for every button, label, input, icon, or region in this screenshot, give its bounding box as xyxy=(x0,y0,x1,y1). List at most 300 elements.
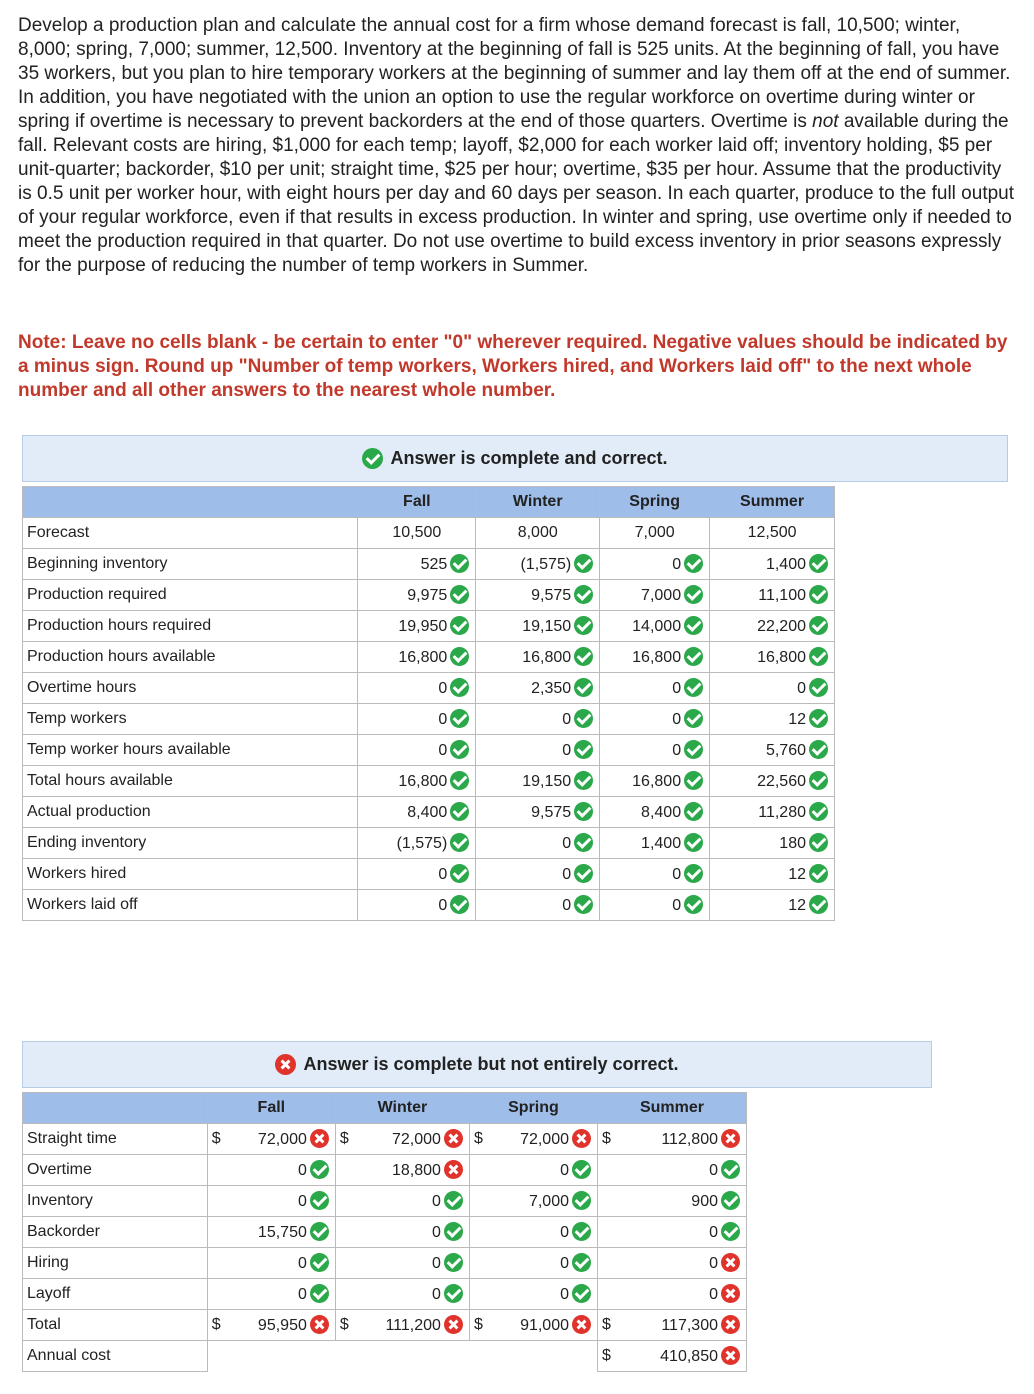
cell-value: 9,975 xyxy=(407,587,448,604)
cell-value: 22,560 xyxy=(757,773,806,790)
currency-symbol: $ xyxy=(207,1310,229,1341)
cell-value: 12 xyxy=(788,866,806,883)
row-label: Beginning inventory xyxy=(23,549,358,580)
plan-cell-winter[interactable] xyxy=(476,859,600,890)
check-circle-icon xyxy=(721,1222,740,1241)
check-circle-icon xyxy=(574,833,593,852)
plan-cell-summer[interactable] xyxy=(710,766,835,797)
check-circle-icon xyxy=(684,616,703,635)
cell-value: 7,000 xyxy=(641,587,682,604)
currency-symbol: $ xyxy=(469,1124,491,1155)
cell-value: 16,800 xyxy=(398,773,448,790)
row-label: Forecast xyxy=(23,518,358,549)
row-label: Overtime hours xyxy=(23,673,358,704)
check-circle-icon xyxy=(450,709,469,728)
cell-value: 0 xyxy=(560,1162,569,1179)
plan-cell-fall[interactable] xyxy=(358,549,476,580)
row-label: Production required xyxy=(23,580,358,611)
cell-value: 72,000 xyxy=(257,1131,307,1148)
currency-symbol xyxy=(335,1279,357,1310)
x-circle-icon xyxy=(444,1129,463,1148)
check-circle-icon xyxy=(310,1253,329,1272)
cell-value: 0 xyxy=(709,1255,718,1272)
row-label: Inventory xyxy=(23,1186,208,1217)
cost-cell-summer[interactable] xyxy=(620,1186,747,1217)
cell-value: 12 xyxy=(788,897,806,914)
cost-cell-winter[interactable] xyxy=(358,1248,470,1279)
plan-cell-spring[interactable] xyxy=(600,766,710,797)
check-circle-icon xyxy=(684,709,703,728)
currency-symbol xyxy=(335,1155,357,1186)
row-label: Temp workers xyxy=(23,704,358,735)
cell-value: 0 xyxy=(432,1255,441,1272)
cell-value: 0 xyxy=(562,866,572,883)
plan-cell-summer[interactable] xyxy=(710,642,835,673)
plan-column-fall: Fall xyxy=(358,487,476,518)
cost-cell-spring[interactable] xyxy=(492,1155,598,1186)
check-circle-icon xyxy=(684,585,703,604)
cell-value: 0 xyxy=(709,1162,718,1179)
cell-value: 1,400 xyxy=(641,835,682,852)
check-circle-icon xyxy=(574,771,593,790)
cost-cell-summer[interactable] xyxy=(620,1155,747,1186)
x-circle-icon xyxy=(572,1129,591,1148)
cost-cell-summer[interactable] xyxy=(620,1310,747,1341)
row-label: Straight time xyxy=(23,1124,208,1155)
plan-cell-summer[interactable] xyxy=(710,673,835,704)
x-circle-icon xyxy=(310,1315,329,1334)
plan-cell-winter[interactable] xyxy=(476,735,600,766)
cell-value: 0 xyxy=(562,835,572,852)
currency-symbol: $ xyxy=(469,1310,491,1341)
cell-value: 9,575 xyxy=(531,804,572,821)
plan-cell-spring[interactable] xyxy=(600,642,710,673)
plan-cell-spring xyxy=(600,518,710,549)
cell-value: 5,760 xyxy=(765,742,806,759)
plan-row-production-hours-available xyxy=(23,642,835,673)
plan-header-blank xyxy=(23,487,358,518)
plan-cell-spring[interactable] xyxy=(600,828,710,859)
cell-value: 16,800 xyxy=(398,649,448,666)
cell-value: 112,800 xyxy=(661,1131,718,1148)
cell-value: 900 xyxy=(691,1193,718,1210)
currency-symbol xyxy=(335,1248,357,1279)
row-label: Workers hired xyxy=(23,859,358,890)
check-circle-icon xyxy=(572,1160,591,1179)
plan-cell-fall[interactable] xyxy=(358,735,476,766)
check-circle-icon xyxy=(574,585,593,604)
cell-value: 0 xyxy=(672,866,682,883)
x-circle-icon xyxy=(721,1129,740,1148)
annual-cost-value[interactable] xyxy=(620,1341,747,1372)
row-label: Workers laid off xyxy=(23,890,358,921)
check-circle-icon xyxy=(574,616,593,635)
plan-cell-fall[interactable] xyxy=(358,642,476,673)
currency-symbol xyxy=(469,1217,491,1248)
check-circle-icon xyxy=(572,1222,591,1241)
row-label: Actual production xyxy=(23,797,358,828)
x-circle-icon xyxy=(721,1284,740,1303)
cost-row-hiring xyxy=(23,1248,747,1279)
plan-cell-summer[interactable] xyxy=(710,580,835,611)
currency-symbol: $ xyxy=(598,1124,620,1155)
currency-symbol xyxy=(335,1186,357,1217)
check-circle-icon xyxy=(809,585,828,604)
cell-value: 8,400 xyxy=(641,804,682,821)
cost-row-straight-time xyxy=(23,1124,747,1155)
x-circle-icon xyxy=(572,1315,591,1334)
check-circle-icon xyxy=(450,554,469,573)
check-circle-icon xyxy=(684,554,703,573)
cost-cell-summer[interactable] xyxy=(620,1279,747,1310)
x-circle-icon xyxy=(721,1253,740,1272)
check-circle-icon xyxy=(809,771,828,790)
cost-cell-winter[interactable] xyxy=(358,1124,470,1155)
plan-cell-winter xyxy=(476,518,600,549)
cost-row-layoff xyxy=(23,1279,747,1310)
check-circle-icon xyxy=(574,709,593,728)
check-circle-icon xyxy=(450,895,469,914)
check-circle-icon xyxy=(310,1284,329,1303)
row-label: Annual cost xyxy=(23,1341,208,1372)
currency-symbol: $ xyxy=(598,1341,620,1372)
problem-text: Develop a production plan and calculate the annual cost for a firm whose demand forecast is fall, 10,500; winter, 8,000; spring, 7,000; summer, 12,500. Inventory at the beginning of fall is 525 units. At the beginning of fall, you have 35 workers, but you plan to hire temporary workers at the beginning of summer and lay them off at the end of summer. In addition, you have negotiated with the union an option to use the regular workforce on overtime during winter or spring if overtime is necessary to prevent backorders at the end of those quarters. Overtime is not available during the fall. Relevant costs are hiring, $1,000 for each temp; layoff, $2,000 for each worker laid off; inventory holding, $5 per unit-quarter; backorder, $10 per unit; straight time, $25 per hour; overtime, $35 per hour. Assume that the productivity is 0.5 unit per worker hour, with eight hours per day and 60 days per season. In each quarter, produce to the full output of your regular workforce, even if that results in excess production. In winter and spring, use overtime only if needed to meet the production required in that quarter. Do not use overtime to build excess inventory in prior seasons expressly for the purpose of reducing the number of temp workers in Summer. xyxy=(18,15,1015,276)
plan-cell-winter[interactable] xyxy=(476,890,600,921)
check-circle-icon xyxy=(574,864,593,883)
plan-cell-spring[interactable] xyxy=(600,704,710,735)
cell-value: 11,100 xyxy=(758,587,806,604)
cost-cell-winter[interactable] xyxy=(358,1217,470,1248)
empty-cell xyxy=(335,1341,469,1372)
cost-cell-spring[interactable] xyxy=(492,1279,598,1310)
row-label: Ending inventory xyxy=(23,828,358,859)
cost-cell-spring[interactable] xyxy=(492,1186,598,1217)
problem-emphasis: not xyxy=(812,111,839,132)
plan-cell-summer[interactable] xyxy=(710,704,835,735)
cost-cell-fall[interactable] xyxy=(230,1279,336,1310)
plan-cell-spring[interactable] xyxy=(600,580,710,611)
x-circle-icon xyxy=(444,1160,463,1179)
plan-cell-fall[interactable] xyxy=(358,580,476,611)
plan-result-banner xyxy=(22,435,1008,482)
cell-value: (1,575) xyxy=(396,835,448,852)
cell-value: 12,500 xyxy=(747,524,797,541)
check-circle-icon xyxy=(809,647,828,666)
cell-value: 10,500 xyxy=(392,524,442,541)
row-label: Total hours available xyxy=(23,766,358,797)
plan-row-production-required xyxy=(23,580,835,611)
cell-value: 0 xyxy=(560,1224,569,1241)
currency-symbol: $ xyxy=(598,1310,620,1341)
plan-cell-summer[interactable] xyxy=(710,797,835,828)
check-circle-icon xyxy=(684,864,703,883)
cost-cell-fall[interactable] xyxy=(230,1186,336,1217)
cell-value: 9,575 xyxy=(531,587,572,604)
cell-value: 0 xyxy=(672,680,682,697)
plan-cell-winter[interactable] xyxy=(476,766,600,797)
problem-note: Note: Leave no cells blank - be certain to enter "0" wherever required. Negative values should be indicated by a minus sign. Round up "Number of temp workers, Workers hired, and Workers laid off" to the next whole number and all other answers to the nearest whole number. xyxy=(18,332,1008,401)
cost-cell-winter[interactable] xyxy=(358,1310,470,1341)
currency-symbol xyxy=(207,1217,229,1248)
check-circle-icon xyxy=(721,1160,740,1179)
plan-cell-spring[interactable] xyxy=(600,797,710,828)
cost-cell-fall[interactable] xyxy=(230,1217,336,1248)
cost-row-total xyxy=(23,1310,747,1341)
x-circle-icon xyxy=(444,1315,463,1334)
cell-value: 72,000 xyxy=(392,1131,441,1148)
check-circle-icon xyxy=(444,1222,463,1241)
cell-value: 7,000 xyxy=(634,524,675,541)
check-circle-icon xyxy=(450,647,469,666)
plan-cell-spring[interactable] xyxy=(600,735,710,766)
cell-value: (1,575) xyxy=(520,556,572,573)
cell-value: 0 xyxy=(297,1193,307,1210)
plan-cell-winter[interactable] xyxy=(476,704,600,735)
plan-row-temp-workers xyxy=(23,704,835,735)
plan-cell-winter[interactable] xyxy=(476,611,600,642)
check-circle-icon xyxy=(310,1191,329,1210)
plan-cell-spring[interactable] xyxy=(600,549,710,580)
check-circle-icon xyxy=(444,1284,463,1303)
check-circle-icon xyxy=(450,616,469,635)
cost-cell-spring[interactable] xyxy=(492,1310,598,1341)
check-circle-icon xyxy=(450,740,469,759)
check-circle-icon xyxy=(809,709,828,728)
check-circle-icon xyxy=(684,895,703,914)
check-circle-icon xyxy=(572,1191,591,1210)
check-circle-icon xyxy=(310,1222,329,1241)
cost-cell-fall[interactable] xyxy=(230,1248,336,1279)
check-circle-icon xyxy=(572,1284,591,1303)
check-circle-icon xyxy=(684,771,703,790)
plan-row-temp-worker-hours-available xyxy=(23,735,835,766)
check-circle-icon xyxy=(574,678,593,697)
cost-header-blank xyxy=(23,1093,208,1124)
check-circle-icon xyxy=(809,554,828,573)
cost-cell-fall[interactable] xyxy=(230,1310,336,1341)
plan-cell-summer[interactable] xyxy=(710,890,835,921)
check-circle-icon xyxy=(574,802,593,821)
plan-cell-fall xyxy=(358,518,476,549)
check-circle-icon xyxy=(450,864,469,883)
cell-value: 1,400 xyxy=(765,556,806,573)
cell-value: 525 xyxy=(420,556,448,573)
row-label: Production hours required xyxy=(23,611,358,642)
currency-symbol xyxy=(207,1155,229,1186)
cell-value: 19,150 xyxy=(522,773,572,790)
check-circle-icon xyxy=(450,771,469,790)
check-circle-icon xyxy=(809,833,828,852)
cost-column-spring: Spring xyxy=(469,1093,597,1124)
check-circle-icon xyxy=(450,585,469,604)
cost-cell-spring[interactable] xyxy=(492,1124,598,1155)
row-label: Overtime xyxy=(23,1155,208,1186)
plan-row-workers-hired xyxy=(23,859,835,890)
check-circle-icon xyxy=(450,678,469,697)
cell-value: 2,350 xyxy=(531,680,572,697)
empty-cell xyxy=(207,1341,335,1372)
check-circle-icon xyxy=(809,802,828,821)
cost-cell-summer[interactable] xyxy=(620,1124,747,1155)
cost-cell-spring[interactable] xyxy=(492,1217,598,1248)
plan-cell-fall[interactable] xyxy=(358,890,476,921)
cell-value: 95,950 xyxy=(257,1317,307,1334)
plan-cell-fall[interactable] xyxy=(358,704,476,735)
check-circle-icon xyxy=(572,1253,591,1272)
plan-row-actual-production xyxy=(23,797,835,828)
cost-result-banner xyxy=(22,1041,932,1088)
plan-cell-summer[interactable] xyxy=(710,735,835,766)
check-circle-icon xyxy=(574,740,593,759)
cost-cell-spring[interactable] xyxy=(492,1248,598,1279)
cell-value: 15,750 xyxy=(257,1224,307,1241)
currency-symbol xyxy=(335,1217,357,1248)
cost-cell-summer[interactable] xyxy=(620,1217,747,1248)
cost-cell-fall[interactable] xyxy=(230,1124,336,1155)
cost-row-annual-cost xyxy=(23,1341,747,1372)
cost-cell-summer[interactable] xyxy=(620,1248,747,1279)
plan-cell-fall[interactable] xyxy=(358,673,476,704)
plan-row-overtime-hours xyxy=(23,673,835,704)
cell-value: 16,800 xyxy=(757,649,806,666)
cell-value: 19,150 xyxy=(522,618,572,635)
cost-row-backorder xyxy=(23,1217,747,1248)
plan-cell-winter[interactable] xyxy=(476,580,600,611)
plan-cell-spring[interactable] xyxy=(600,859,710,890)
plan-cell-fall[interactable] xyxy=(358,766,476,797)
cost-column-summer: Summer xyxy=(598,1093,747,1124)
cell-value: 8,000 xyxy=(517,524,558,541)
plan-cell-summer[interactable] xyxy=(710,549,835,580)
plan-cell-fall[interactable] xyxy=(358,611,476,642)
currency-symbol: $ xyxy=(335,1124,357,1155)
plan-cell-summer[interactable] xyxy=(710,828,835,859)
plan-cell-winter[interactable] xyxy=(476,549,600,580)
cell-value: 0 xyxy=(672,897,682,914)
row-label: Hiring xyxy=(23,1248,208,1279)
currency-symbol xyxy=(598,1186,620,1217)
currency-symbol xyxy=(469,1248,491,1279)
plan-column-winter: Winter xyxy=(476,487,600,518)
plan-cell-spring[interactable] xyxy=(600,890,710,921)
cell-value: 0 xyxy=(432,1193,441,1210)
plan-cell-winter[interactable] xyxy=(476,673,600,704)
check-circle-icon xyxy=(684,833,703,852)
cell-value: 0 xyxy=(560,1255,569,1272)
check-circle-icon xyxy=(444,1191,463,1210)
cost-column-winter: Winter xyxy=(335,1093,469,1124)
cell-value: 0 xyxy=(297,1162,307,1179)
currency-symbol xyxy=(469,1155,491,1186)
cell-value: 0 xyxy=(672,556,682,573)
plan-cell-summer[interactable] xyxy=(710,611,835,642)
check-circle-icon xyxy=(310,1160,329,1179)
check-circle-icon xyxy=(684,678,703,697)
cell-value: 7,000 xyxy=(528,1193,569,1210)
currency-symbol xyxy=(598,1279,620,1310)
plan-cell-winter[interactable] xyxy=(476,642,600,673)
check-circle-icon xyxy=(684,740,703,759)
row-label: Production hours available xyxy=(23,642,358,673)
plan-cell-summer[interactable] xyxy=(710,859,835,890)
cell-value: 0 xyxy=(797,680,806,697)
cell-value: 0 xyxy=(562,711,572,728)
cell-value: 91,000 xyxy=(520,1317,569,1334)
cell-value: 0 xyxy=(709,1286,718,1303)
check-circle-icon xyxy=(450,833,469,852)
cell-value: 0 xyxy=(562,742,572,759)
plan-cell-winter[interactable] xyxy=(476,797,600,828)
currency-symbol xyxy=(598,1155,620,1186)
check-circle-icon xyxy=(809,616,828,635)
plan-cell-fall[interactable] xyxy=(358,797,476,828)
empty-cell xyxy=(469,1341,597,1372)
cell-value: 0 xyxy=(438,680,448,697)
cell-value: 0 xyxy=(432,1224,441,1241)
cost-cell-winter[interactable] xyxy=(358,1186,470,1217)
check-circle-icon xyxy=(809,895,828,914)
cell-value: 117,300 xyxy=(661,1317,718,1334)
check-circle-icon xyxy=(574,647,593,666)
cost-cell-fall[interactable] xyxy=(230,1155,336,1186)
cell-value: 18,800 xyxy=(392,1162,441,1179)
cell-value: 0 xyxy=(562,897,572,914)
currency-symbol: $ xyxy=(335,1310,357,1341)
x-circle-icon xyxy=(275,1054,296,1075)
check-circle-icon xyxy=(574,895,593,914)
x-circle-icon xyxy=(310,1129,329,1148)
check-circle-icon xyxy=(809,740,828,759)
cost-cell-winter[interactable] xyxy=(358,1155,470,1186)
cell-value: 0 xyxy=(297,1286,307,1303)
currency-symbol xyxy=(469,1279,491,1310)
cost-row-inventory xyxy=(23,1186,747,1217)
plan-row-ending-inventory xyxy=(23,828,835,859)
plan-banner-text: Answer is complete and correct. xyxy=(390,448,668,468)
plan-cell-spring[interactable] xyxy=(600,611,710,642)
plan-cell-spring[interactable] xyxy=(600,673,710,704)
plan-cell-fall[interactable] xyxy=(358,828,476,859)
cell-value: 410,850 xyxy=(660,1348,718,1365)
cell-value: 72,000 xyxy=(520,1131,569,1148)
plan-row-beginning-inventory xyxy=(23,549,835,580)
cell-value: 0 xyxy=(438,711,448,728)
check-circle-icon xyxy=(362,448,383,469)
plan-row-forecast xyxy=(23,518,835,549)
cell-value: 0 xyxy=(438,897,448,914)
row-label: Layoff xyxy=(23,1279,208,1310)
row-label: Total xyxy=(23,1310,208,1341)
cell-value: 180 xyxy=(779,835,806,852)
x-circle-icon xyxy=(721,1315,740,1334)
currency-symbol xyxy=(598,1248,620,1279)
cell-value: 0 xyxy=(672,711,682,728)
check-circle-icon xyxy=(684,647,703,666)
cell-value: 8,400 xyxy=(407,804,448,821)
cell-value: 0 xyxy=(438,866,448,883)
check-circle-icon xyxy=(684,802,703,821)
cost-row-overtime xyxy=(23,1155,747,1186)
cell-value: 12 xyxy=(788,711,806,728)
check-circle-icon xyxy=(809,678,828,697)
cost-cell-winter[interactable] xyxy=(358,1279,470,1310)
plan-cell-fall[interactable] xyxy=(358,859,476,890)
plan-cell-winter[interactable] xyxy=(476,828,600,859)
cell-value: 11,280 xyxy=(758,804,806,821)
cell-value: 16,800 xyxy=(632,649,682,666)
currency-symbol xyxy=(469,1186,491,1217)
row-label: Temp worker hours available xyxy=(23,735,358,766)
